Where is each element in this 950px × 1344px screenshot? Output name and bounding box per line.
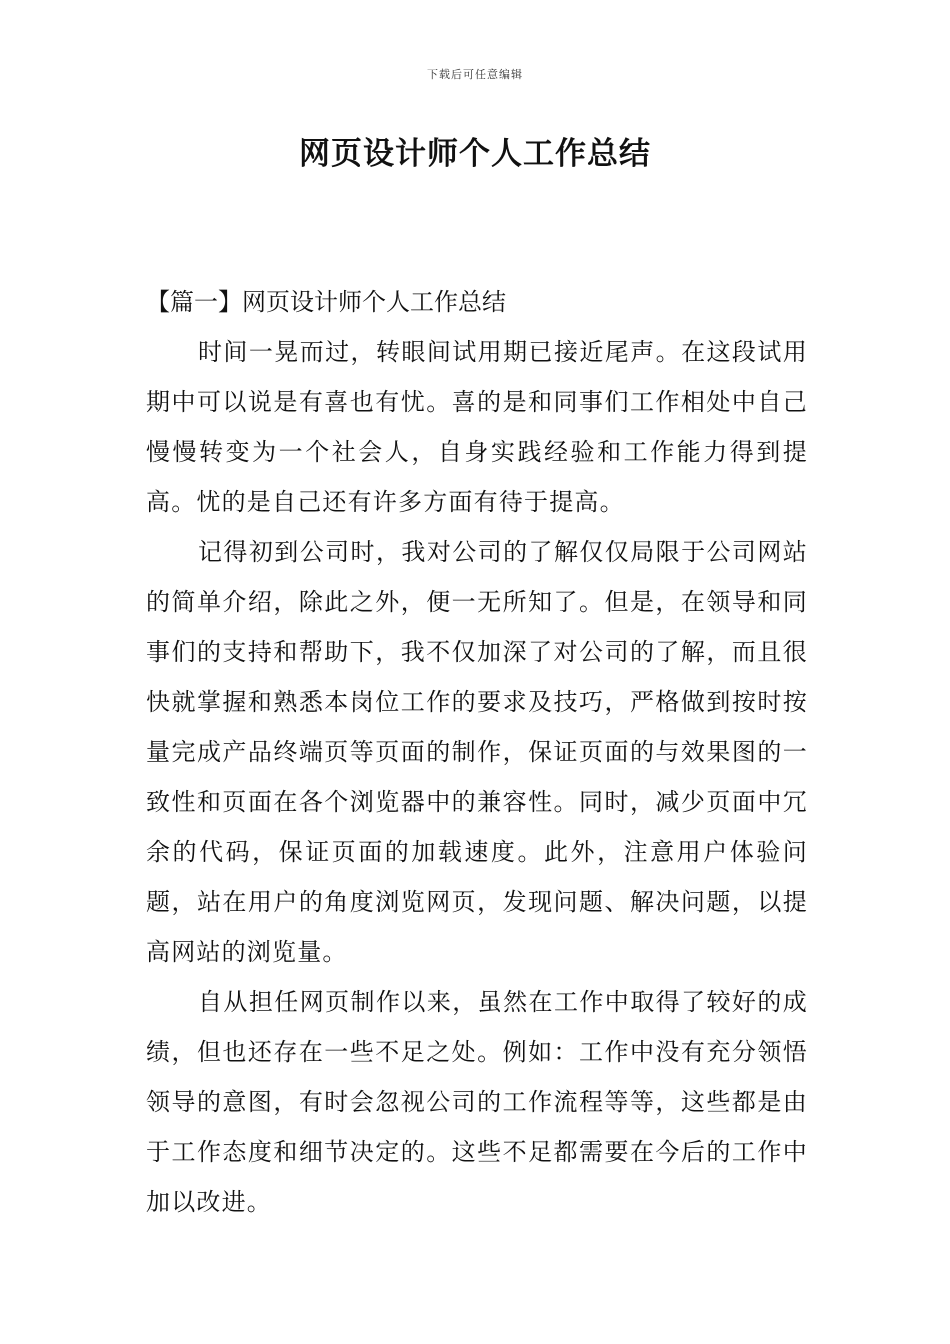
- paragraph-2: 记得初到公司时，我对公司的了解仅仅局限于公司网站的简单介绍，除此之外，便一无所知了。但是，在领导和同事们的支持和帮助下，我不仅加深了对公司的了解，而且很快就掌握和熟悉本岗位工作的要求及技巧，严格做到按时按量完成产品终端页等页面的制作，保证页面的与效果图的一致性和页面在各个浏览器中的兼容性。同时，减少页面中冗余的代码，保证页面的加载速度。此外，注意用户体验问题，站在用户的角度浏览网页，发现问题、解决问题，以提高网站的浏览量。: [146, 538, 808, 966]
- paragraph-3: 自从担任网页制作以来，虽然在工作中取得了较好的成绩，但也还存在一些不足之处。例如：工作中没有充分领悟领导的意图，有时会忽视公司的工作流程等等，这些都是由于工作态度和细节决定的。这些不足都需要在今后的工作中加以改进。: [146, 988, 808, 1216]
- document-body: [146, 277, 808, 1227]
- section-heading: 【篇一】网页设计师个人工作总结: [146, 288, 506, 316]
- paragraph-1: 时间一晃而过，转眼间试用期已接近尾声。在这段试用期中可以说是有喜也有忧。喜的是和同事们工作相处中自己慢慢转变为一个社会人，自身实践经验和工作能力得到提高。忧的是自己还有许多方面有待于提高。: [146, 338, 808, 516]
- header-note: 下载后可任意编辑: [427, 68, 523, 81]
- document-title: 网页设计师个人工作总结: [299, 136, 651, 172]
